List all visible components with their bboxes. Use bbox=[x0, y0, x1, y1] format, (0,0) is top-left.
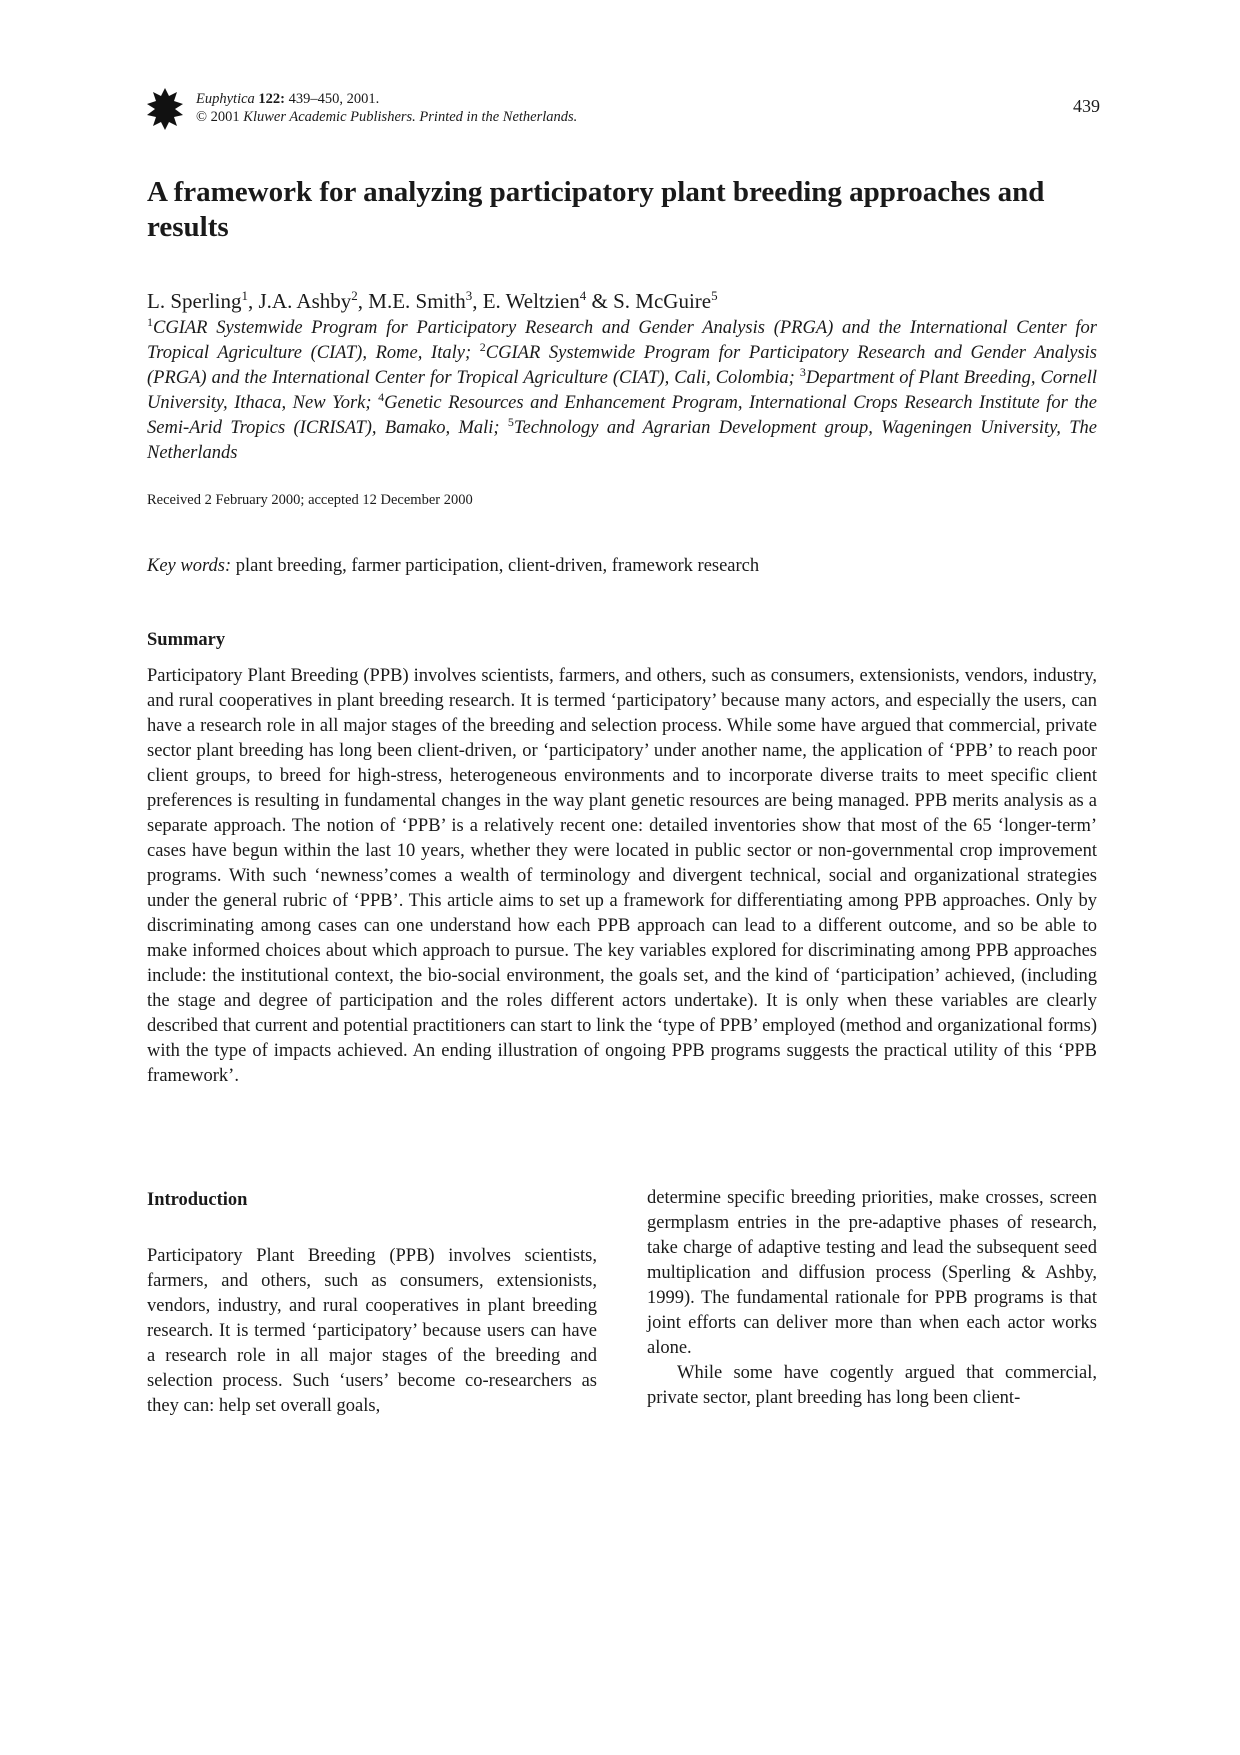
introduction-heading: Introduction bbox=[147, 1190, 248, 1210]
introduction-right-column bbox=[647, 1186, 1097, 1411]
author-separator: & bbox=[586, 289, 614, 313]
author-name: S. McGuire bbox=[613, 289, 712, 313]
introduction-paragraph: determine specific breeding priorities, make crosses, screen germplasm entries in the pre-adaptive phases of research, take charge of adaptive testing and lead the subsequent seed multiplication and diffusion process (Sperling & Ashby, 1999). The fundamental rationale for PPB programs is that joint efforts can deliver more than when each actor works alone. bbox=[647, 1188, 1097, 1358]
journal-pages: 439–450, 2001. bbox=[288, 91, 380, 107]
author-name: J.A. Ashby bbox=[258, 289, 352, 313]
affiliation-text: Technology and Agrarian Development group, Wageningen University, The Netherlands bbox=[147, 418, 1097, 463]
journal-volume: 122: bbox=[258, 91, 286, 107]
affiliation-marker: 1 bbox=[147, 315, 153, 329]
author-affiliation-marker: 4 bbox=[579, 288, 587, 303]
journal-line bbox=[196, 90, 796, 108]
affiliation-text: CGIAR Systemwide Program for Participatory Research and Gender Analysis (PRGA) and the International Center for Tropical Agriculture (CIAT), Cali, Colombia; bbox=[147, 343, 1098, 388]
author-separator: , bbox=[472, 289, 483, 313]
paper-title: A framework for analyzing participatory plant breeding approaches and results bbox=[147, 176, 1045, 243]
affiliation-text: CGIAR Systemwide Program for Participatory Research and Gender Analysis (PRGA) and the International Center for Tropical Agriculture (CIAT), Rome, Italy; bbox=[147, 318, 1097, 363]
affiliations bbox=[147, 316, 1097, 466]
author-affiliation-marker: 2 bbox=[351, 288, 358, 303]
summary-text: Participatory Plant Breeding (PPB) involves scientists, farmers, and others, such as consumers, extensionists, vendors, industry, and rural cooperatives in plant breeding research. It is termed ‘participatory’ because many actors, and especially the users, can have a research role in all major stages of the breeding and selection process. While some have argued that commercial, private sector plant breeding has long been client-driven, or ‘participatory’ under another name, the application of ‘PPB’ to reach poor client groups, to breed for high-stress, heterogeneous environments and to incorporate diverse traits to meet specific client preferences is resulting in fundamental changes in the way plant genetic resources are being managed. PPB merits analysis as a separate approach. The notion of ‘PPB’ is a relatively recent one: detailed inventories show that most of the 65 ‘longer-term’ cases have begun within the last 10 years, whether they were located in public sector or non-governmental crop improvement programs. With such ‘newness’comes a wealth of terminology and divergent technical, social and organizational strategies under the general rubric of ‘PPB’. This article aims to set up a framework for differentiating among PPB approaches. Only by discriminating among cases can one understand how each PPB approach can lead to a different outcome, and so be able to make informed choices about which approach to pursue. The key variables explored for discriminating among PPB approaches include: the institutional context, the bio-social environment, the goals set, and the kind of ‘participation’ achieved, (including the stage and degree of participation and the roles different actors undertake). It is only when these variables are clearly described that current and potential practitioners can start to link the ‘type of PPB’ employed (method and organizational forms) with the type of impacts achieved. An ending illustration of ongoing PPB programs suggests the practical utility of this ‘PPB framework’. bbox=[147, 666, 1097, 1086]
keywords-text: plant breeding, farmer participation, client-driven, framework research bbox=[235, 556, 760, 576]
author-affiliation-marker: 1 bbox=[241, 288, 248, 303]
author-separator: , bbox=[357, 289, 369, 313]
introduction-paragraph: While some have cogently argued that commercial, private sector, plant breeding has long been client- bbox=[647, 1363, 1097, 1408]
affiliation-marker: 4 bbox=[378, 390, 385, 404]
summary-heading: Summary bbox=[147, 630, 226, 650]
journal-citation bbox=[196, 90, 796, 126]
affiliation-text: Department of Plant Breeding, Cornell University, Ithaca, New York; bbox=[147, 368, 1098, 413]
author-name: L. Sperling bbox=[147, 289, 242, 313]
publisher-logo-icon bbox=[147, 88, 183, 130]
journal-name: Euphytica bbox=[196, 91, 255, 107]
author-affiliation-marker: 3 bbox=[465, 288, 473, 303]
author-name: E. Weltzien bbox=[482, 289, 580, 313]
copyright-year: © 2001 bbox=[196, 109, 240, 125]
affiliation-marker: 5 bbox=[507, 415, 514, 429]
introduction-left-column: Participatory Plant Breeding (PPB) involves scientists, farmers, and others, such as consumers, extensionists, vendors, industry, and rural cooperatives in plant breeding research. It is termed ‘participatory’ because users can have a research role in all major stages of the breeding and selection process. Such ‘users’ become co-researchers as they can: help set overall goals, bbox=[147, 1246, 597, 1416]
copyright-line bbox=[196, 108, 796, 126]
publisher-name: Kluwer Academic Publishers. bbox=[243, 109, 416, 125]
printed-note: Printed in the Netherlands. bbox=[419, 109, 578, 125]
received-dates: Received 2 February 2000; accepted 12 December 2000 bbox=[147, 492, 473, 508]
keywords-label: Key words: bbox=[147, 556, 232, 576]
author-separator: , bbox=[248, 289, 259, 313]
keywords bbox=[147, 556, 1097, 577]
affiliation-text: Genetic Resources and Enhancement Program, International Crops Research Institute for the Semi-Arid Tropics (ICRISAT), Bamako, Mali; bbox=[147, 393, 1097, 438]
page-number: 439 bbox=[1073, 96, 1100, 116]
affiliation-marker: 3 bbox=[799, 365, 806, 379]
author-list bbox=[147, 288, 1097, 314]
affiliation-marker: 2 bbox=[479, 340, 486, 354]
author-affiliation-marker: 5 bbox=[711, 288, 718, 303]
author-name: M.E. Smith bbox=[368, 289, 466, 313]
